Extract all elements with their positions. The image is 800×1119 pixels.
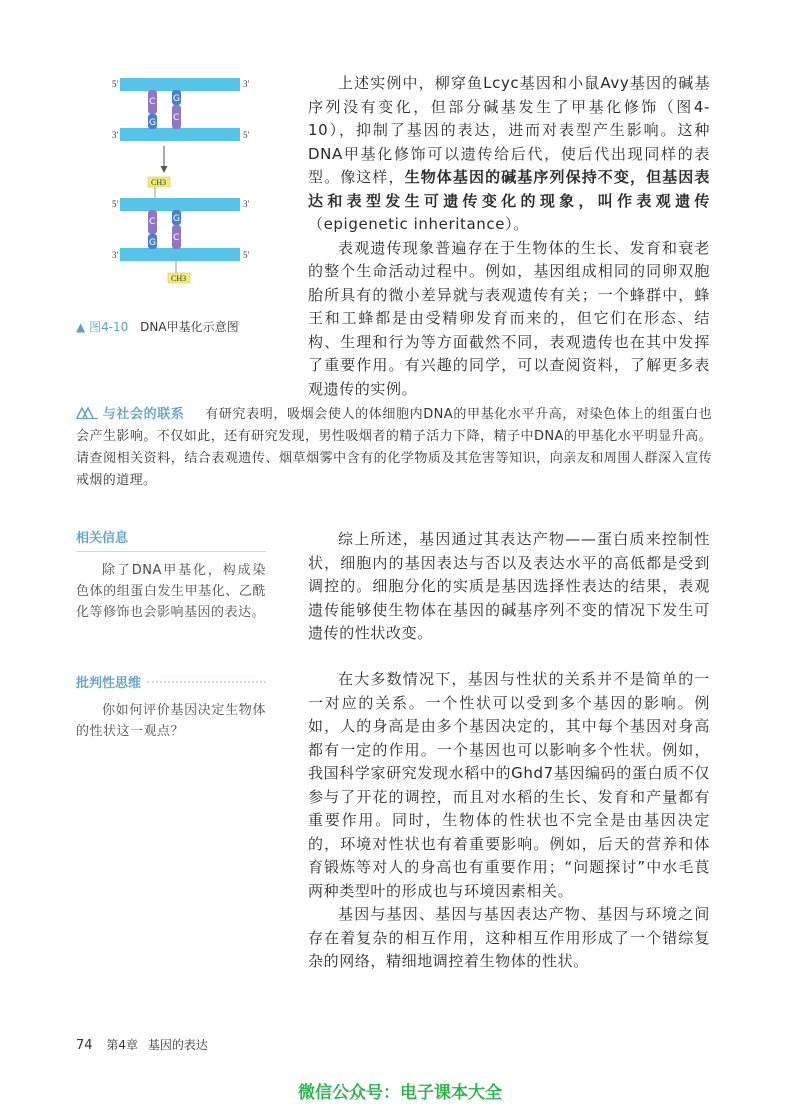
- label-c-2m: C: [173, 233, 180, 243]
- label-c-1: C: [149, 97, 156, 107]
- dna-diagram-methylated: [112, 177, 250, 283]
- critical-thinking-text: 你如何评价基因决定生物体的性状这一观点？: [76, 703, 266, 739]
- dna-methylation-figure: [100, 60, 270, 300]
- page-number: 74: [76, 1038, 93, 1053]
- critical-thinking-title: 批判性思维: [76, 676, 142, 691]
- related-info-box: [76, 527, 266, 623]
- related-info-rule: [76, 551, 266, 552]
- label-g-1: G: [149, 118, 156, 128]
- label-g-1m: G: [149, 238, 156, 248]
- society-title: 与社会的联系: [102, 407, 185, 422]
- label-ch3-bottom: CH3: [171, 274, 187, 283]
- related-info-text: 除了DNA甲基化，构成染色体的组蛋白发生甲基化、乙酰化等修饰也会影响基因的表达。: [76, 563, 266, 620]
- society-icon: [76, 405, 98, 418]
- label-c-2: C: [173, 113, 180, 123]
- paragraph-1-text: 上述实例中，柳穿鱼Lcyc基因和小鼠Avy基因的碱基序列没有变化，但部分碱基发生了甲基化修饰（图4-10），抑制了基因的表达，进而对表型产生影响。这种DNA甲基化修饰可以遗传给后代，使后代出现同样的表型。像这样，: [308, 74, 710, 186]
- label-3prime-b: 3': [112, 130, 119, 140]
- paragraph-2: 表观遗传现象普遍存在于生物体的生长、发育和衰老的整个生命活动过程中。例如，基因组成相同的同卵双胞胎所具有的微小差异就与表观遗传有关；一个蜂群中，蜂王和工蜂都是由受精卵发育而来的，但它们在形态、结构、生理和行为等方面截然不同，表观遗传也在其中发挥了重要作用。有兴趣的同学，可以查阅资料，了解更多表观遗传的实例。: [308, 238, 710, 398]
- paragraph-1-definition: 生物体基因的碱基序列保持不变，但基因表达和表型发生可遗传变化的现象，叫作表观遗传: [308, 168, 710, 210]
- figure-caption: [76, 318, 239, 335]
- paragraph-1: [308, 72, 710, 237]
- transform-arrow: [161, 146, 168, 173]
- related-info-title: 相关信息: [76, 531, 129, 546]
- label-5prime-c: 5': [112, 199, 119, 209]
- label-ch3-top: CH3: [151, 178, 167, 187]
- critical-thinking-box: [76, 672, 266, 742]
- label-5prime-d: 5': [243, 250, 250, 260]
- dna-strand-bottom-m: [120, 248, 240, 261]
- label-3prime-a: 3': [243, 79, 250, 89]
- critical-thinking-header: [76, 672, 266, 691]
- label-5prime-b: 5': [243, 130, 250, 140]
- main-text-top: [308, 72, 710, 401]
- figure-caption-text: DNA甲基化示意图: [140, 320, 239, 334]
- dna-strand-top: [120, 78, 240, 91]
- label-5prime-a: 5': [112, 79, 119, 89]
- label-3prime-c: 3': [243, 199, 250, 209]
- figure-caption-label: 图4-10: [89, 320, 129, 334]
- main-text-gene-trait: [308, 668, 710, 974]
- page-footer: [76, 1036, 208, 1053]
- label-c-1m: C: [149, 217, 156, 227]
- label-g-2: G: [173, 94, 180, 104]
- wechat-watermark-text: 微信公众号：电子课本大全: [298, 1083, 502, 1103]
- dna-strand-bottom: [120, 128, 240, 141]
- society-content: 有研究表明，吸烟会使人的体细胞内DNA的甲基化水平升高，对染色体上的组蛋白也会产生影响。不仅如此，还有研究发现，男性吸烟者的精子活力下降，精子中DNA的甲基化水平明显升高。请查阅相关资料，结合表观遗传、烟草烟雾中含有的化学物质及其危害等知识，向亲友和周围人群深入宣传戒烟的道理。: [76, 407, 712, 488]
- society-box: [76, 404, 712, 492]
- wechat-watermark: [0, 1078, 800, 1103]
- chapter-title: 基因的表达: [147, 1038, 208, 1052]
- society-text-block: [76, 404, 712, 492]
- paragraph-4: 在大多数情况下，基因与性状的关系并不是简单的一一对应的关系。一个性状可以受到多个基因的影响。例如，人的身高是由多个基因决定的，其中每个基因对身高都有一定的作用。一个基因也可以影响多个性状。例如，我国科学家研究发现水稻中的Ghd7基因编码的蛋白质不仅参与了开花的调控，而且对水稻的生长、发育和产量都有重要作用。同时，生物体的性状也不完全是由基因决定的，环境对性状也有着重要影响。例如，后天的营养和体育锻炼等对人的身高也有重要作用；“问题探讨”中水毛茛两种类型叶的形成也与环境因素相关。: [308, 670, 710, 900]
- label-3prime-d: 3': [112, 250, 119, 260]
- paragraph-5: 基因与基因、基因与基因表达产物、基因与环境之间存在着复杂的相互作用，这种相互作用形成了一个错综复杂的网络，精细地调控着生物体的性状。: [308, 905, 710, 970]
- chapter-number: 第4章: [106, 1038, 139, 1052]
- dna-diagram-unmethylated: [112, 78, 250, 141]
- main-text-summary: [308, 528, 710, 646]
- paragraph-3: 综上所述，基因通过其表达产物——蛋白质来控制性状，细胞内的基因表达与否以及表达水平的高低都是受到调控的。细胞分化的实质是基因选择性表达的结果，表观遗传能够使生物体在基因的碱基序列不变的情况下发生可遗传的性状改变。: [308, 530, 710, 642]
- paragraph-1-tail: （epigenetic inheritance）。: [308, 215, 529, 233]
- triangle-icon: ▲: [76, 320, 86, 334]
- critical-thinking-dots: [147, 681, 266, 683]
- label-g-2m: G: [173, 214, 180, 224]
- dna-strand-top-m: [120, 198, 240, 211]
